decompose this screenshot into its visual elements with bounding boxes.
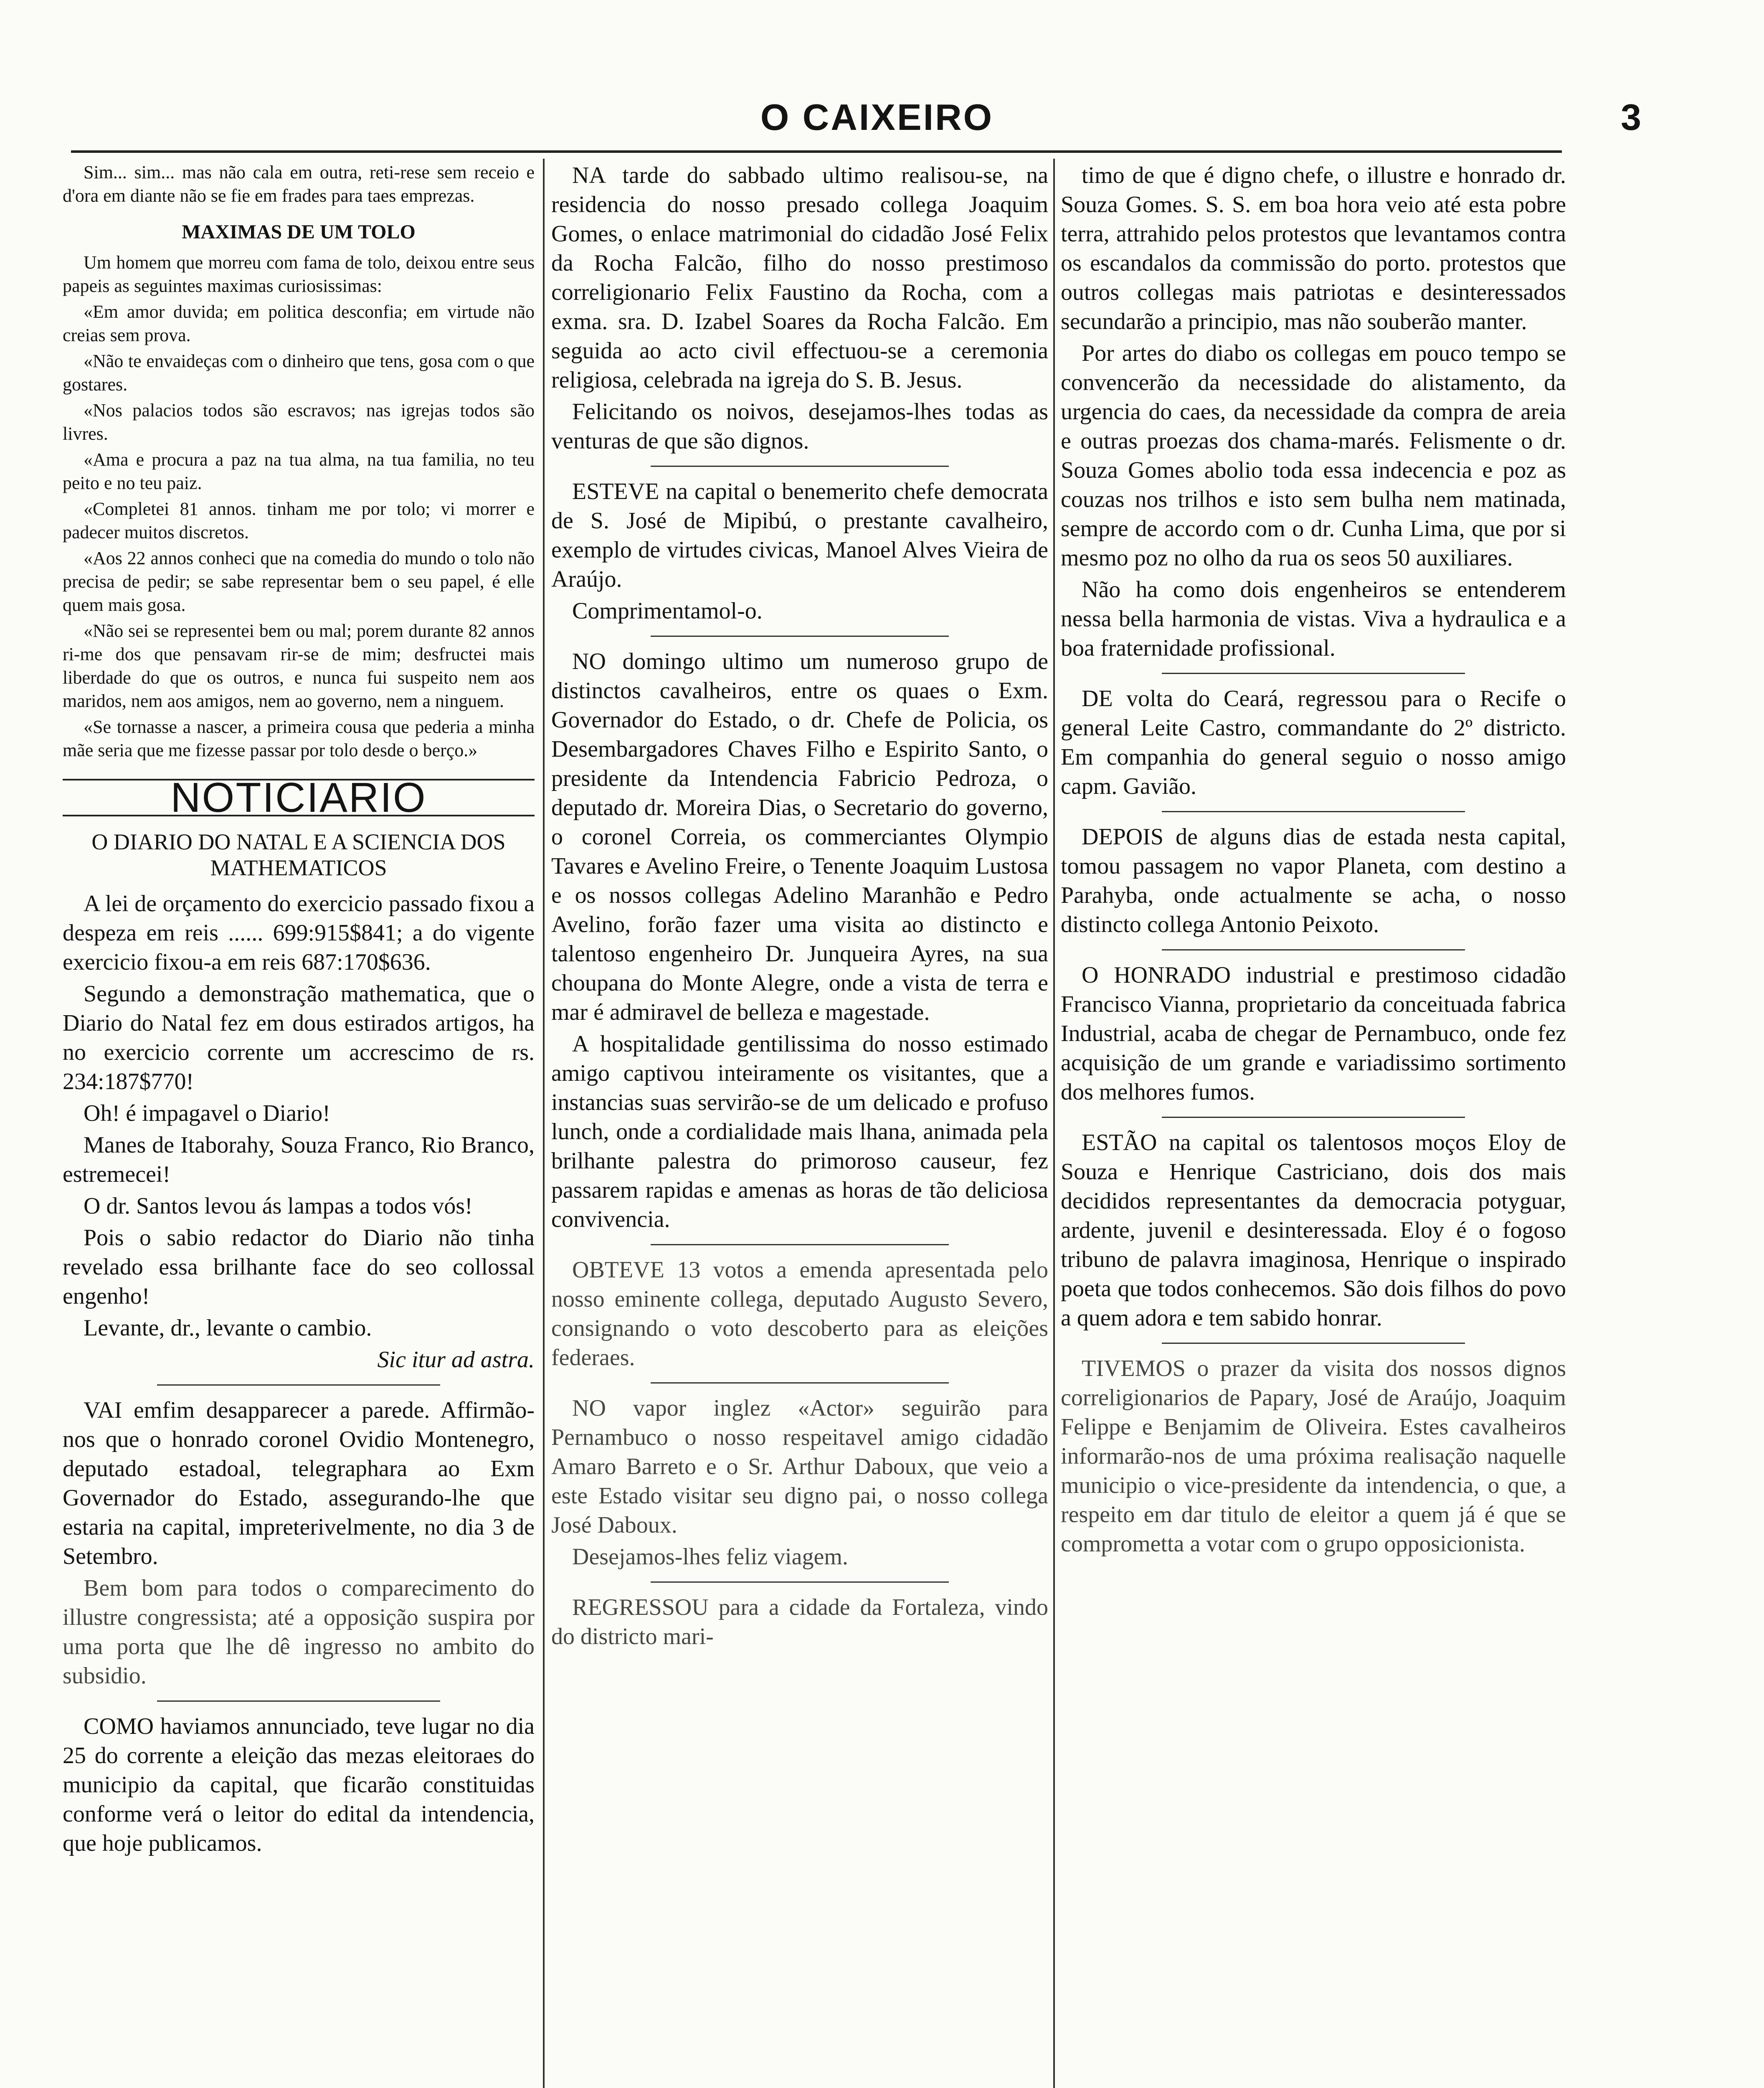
article-paragraph: O HONRADO industrial e prestimoso cidadão Francisco Vianna, proprietario da conceituada fabrica Industrial, acaba de chegar de Pernambuco, onde fez acquisição de um grande e variadissimo sortimento dos melhores fumos. [1061,962,1566,1105]
article-paragraph: Manes de Itaborahy, Souza Franco, Rio Branco, estremecei! [63,1132,535,1187]
article-paragraph: COMO haviamos annunciado, teve lugar no dia 25 do corrente a eleição das mezas eleitoraes do municipio da capital, que ficarão constituidas conforme verá o leitor do edital da intendencia, que hoje publicamos. [63,1713,535,1856]
article-heading: O DIARIO DO NATAL E A SCIENCIA DOS MATHEMATICOS [91,829,506,880]
separator [1162,811,1465,812]
article-paragraph: Levante, dr., levante o cambio. [84,1315,372,1341]
article-paragraph: Felicitando os noivos, desejamos-lhes todas as venturas de que são dignos. [551,399,1048,454]
article-paragraph: NO domingo ultimo um numeroso grupo de distinctos cavalheiros, entre os quaes o Exm. Governador do Estado, o dr. Chefe de Policia, os Desembargadores Chaves Filho e Espirito Santo, o presidente da Intendencia Fabricio Pedroza, o deputado dr. Moreira Dias, o Secretario do governo, o coronel Correia, os commerciantes Olympio Tavares e Avelino Freire, o Tenente Joaquim Lustosa e os nossos collegas Adelino Maranhão e Pedro Avelino, forão fazer uma visita ao distincto e talentoso engenheiro Dr. Junqueira Ayres, na sua choupana do Monte Alegre, onde a vista de terra e mar é admiravel de belleza e magestade. [551,649,1048,1025]
maxima-item: «Não sei se representei bem ou mal; porem durante 82 annos ri-me dos que pensavam rir-se de mim; desfructei mais liberdade do que os outros, e nunca fui suspeito nem aos maridos, nem aos amigos, nem ao governo, nem a ninguem. [63,621,535,711]
article-paragraph: ESTEVE na capital o benemerito chefe democrata de S. José de Mipibú, o prestante cavalheiro, exemplo de virtudes civicas, Manoel Alves Vieira de Araújo. [551,479,1048,592]
maximas-heading: MAXIMAS DE UM TOLO [182,221,416,243]
article-paragraph: timo de que é digno chefe, o illustre e honrado dr. Souza Gomes. S. S. em boa hora veio até esta pobre terra, attrahido pelos protestos que levantamos contra os escandalos da commissão do porto. protestos que outros collegas mais patriotas e desinteressados secundarão a principio, mas não souberão manter. [1061,162,1566,334]
maxima-item: «Aos 22 annos conheci que na comedia do mundo o tolo não precisa de pedir; se sabe representar bem o seu papel, é elle quem mais gosa. [63,548,535,615]
article-paragraph: REGRESSOU para a cidade da Fortaleza, vindo do districto mari- [551,1594,1048,1650]
column-divider [543,159,545,2088]
newspaper-title: O CAIXEIRO [760,96,994,138]
masthead [50,96,1704,146]
separator [1162,673,1465,674]
maximas-intro: Um homem que morreu com fama de tolo, deixou entre seus papeis as seguintes maximas curiosissimas: [63,252,535,296]
article-paragraph: A lei de orçamento do exercicio passado fixou a despeza em reis ...... 699:915$841; a do vigente exercicio fixou-a em reis 687:170$636. [63,891,535,975]
article-paragraph: TIVEMOS o prazer da visita dos nossos dignos correligionarios de Papary, José de Araújo, Joaquim Felippe e Benjamim de Oliveira. Estes cavalheiros informarão-nos de uma próxima realisação naquelle municipio o vice-presidente da intendencia, o que, a respeito em dar titulo de eleitor a quem já é que se comprometta a votar com o grupo opposicionista. [1061,1356,1566,1557]
section-heading-noticiario: NOTICIARIO [63,779,535,816]
page-number: 3 [1621,96,1641,138]
separator [651,636,949,637]
column-middle [551,161,1048,2088]
article-signature: Sic itur ad astra. [377,1347,535,1373]
separator [651,1581,949,1583]
article-paragraph: A hospitalidade gentilissima do nosso estimado amigo captivou inteiramente os visitantes, que a instancias suas servirão-se de um delicado e profuso lunch, onde a cordialidade mais lhana, animada pela brilhante palestra do primoroso causeur, fez passarem rapidas e amenas as horas de tão deliciosa convivencia. [551,1031,1048,1232]
separator [651,466,949,467]
column-left [63,161,535,2088]
article-paragraph: OBTEVE 13 votos a emenda apresentada pelo nosso eminente collega, deputado Augusto Severo, consignando o voto descoberto para as eleições federaes. [551,1257,1048,1371]
separator [157,1384,440,1386]
article-paragraph: DEPOIS de alguns dias de estada nesta capital, tomou passagem no vapor Planeta, com destino a Parahyba, onde actualmente se acha, o nosso distincto collega Antonio Peixoto. [1061,824,1566,938]
maxima-item: «Nos palacios todos são escravos; nas igrejas todos são livres. [63,400,535,444]
maxima-item: «Não te envaideças com o dinheiro que tens, gosa com o que gostares. [63,351,535,395]
separator [1162,949,1465,950]
article-paragraph: ESTÃO na capital os talentosos moços Eloy de Souza e Henrique Castriciano, dois dos mais decididos representantes da democracia potyguar, ardente, juvenil e desinteressada. Eloy é o fogoso tribuno de palavra imaginosa, Henrique o inspirado poeta que todos conhecemos. São dois filhos do povo a quem adora e tem sabido honrar. [1061,1130,1566,1331]
article-paragraph: Não ha como dois engenheiros se entenderem nessa bella harmonia de vistas. Viva a hydraulica e a boa fraternidade profissional. [1061,577,1566,661]
article-paragraph: Comprimentamol-o. [572,598,763,624]
separator [651,1382,949,1384]
separator [157,1700,440,1702]
column-divider [1053,159,1055,2088]
maxima-item: «Se tornasse a nascer, a primeira cousa que pederia a minha mãe seria que me fizesse passar por tolo desde o berço.» [63,717,535,760]
separator [1162,1117,1465,1118]
column-right [1061,161,1566,2088]
article-paragraph: Desejamos-lhes feliz viagem. [572,1544,848,1570]
maxima-item: «Em amor duvida; em politica desconfia; em virtude não creias sem prova. [63,302,535,345]
maxima-item: «Ama e procura a paz na tua alma, na tua familia, no teu peito e no teu paiz. [63,449,535,493]
intro-text: Sim... sim... mas não cala em outra, reti-rese sem receio e d'ora em diante não se fie em frades para taes emprezas. [63,162,535,206]
article-paragraph: O dr. Santos levou ás lampas a todos vós! [84,1193,473,1219]
maxima-item: «Completei 81 annos. tinham me por tolo; vi morrer e padecer muitos discretos. [63,499,535,542]
article-paragraph: NO vapor inglez «Actor» seguirão para Pernambuco o nosso respeitavel amigo cidadão Amaro Barreto e o Sr. Arthur Daboux, que veio a este Estado visitar seu digno pai, o nosso collega José Daboux. [551,1395,1048,1538]
article-paragraph: NA tarde do sabbado ultimo realisou-se, na residencia do nosso presado collega Joaquim Gomes, o enlace matrimonial do cidadão José Felix da Rocha Falcão, filho do nosso prestimoso correligionario Felix Faustino da Rocha, com a exma. sra. D. Izabel Soares da Rocha Falcão. Em seguida ao acto civil effectuou-se a ceremonia religiosa, celebrada na igreja do S. B. Jesus. [551,162,1048,393]
header-rule [71,150,1562,153]
article-paragraph: Por artes do diabo os collegas em pouco tempo se convencerão da necessidade do alistamento, da urgencia do caes, da necessidade da compra de areia e outras proezas dos chama-marés. Felismente o dr. Souza Gomes abolio toda essa indecencia e poz as couzas nos trilhos e isto sem bulha nem matinada, sempre de accordo com o dr. Cunha Lima, que por si mesmo poz no olho da rua os seos 50 auxiliares. [1061,340,1566,571]
article-paragraph: VAI emfim desapparecer a parede. Affirmão-nos que o honrado coronel Ovidio Montenegro, deputado estadoal, telegraphara ao Exm Governador do Estado, assegurando-lhe que estaria na capital, impreterivelmente, no dia 3 de Setembro. [63,1397,535,1569]
article-paragraph: Pois o sabio redactor do Diario não tinha revelado essa brilhante face do seo collossal engenho! [63,1225,535,1309]
article-paragraph: DE volta do Ceará, regressou para o Recife o general Leite Castro, commandante do 2º districto. Em companhia do general seguio o nosso amigo capm. Gavião. [1061,686,1566,799]
separator [1162,1343,1465,1344]
separator [651,1244,949,1245]
article-paragraph: Bem bom para todos o comparecimento do illustre congressista; até a opposição suspira por uma porta que lhe dê ingresso no ambito do subsidio. [63,1575,535,1689]
article-paragraph: Oh! é impagavel o Diario! [84,1100,330,1126]
article-paragraph: Segundo a demonstração mathematica, que o Diario do Natal fez em dous estirados artigos, ha no exercicio corrente um accrescimo de rs. 234:187$770! [63,981,535,1095]
